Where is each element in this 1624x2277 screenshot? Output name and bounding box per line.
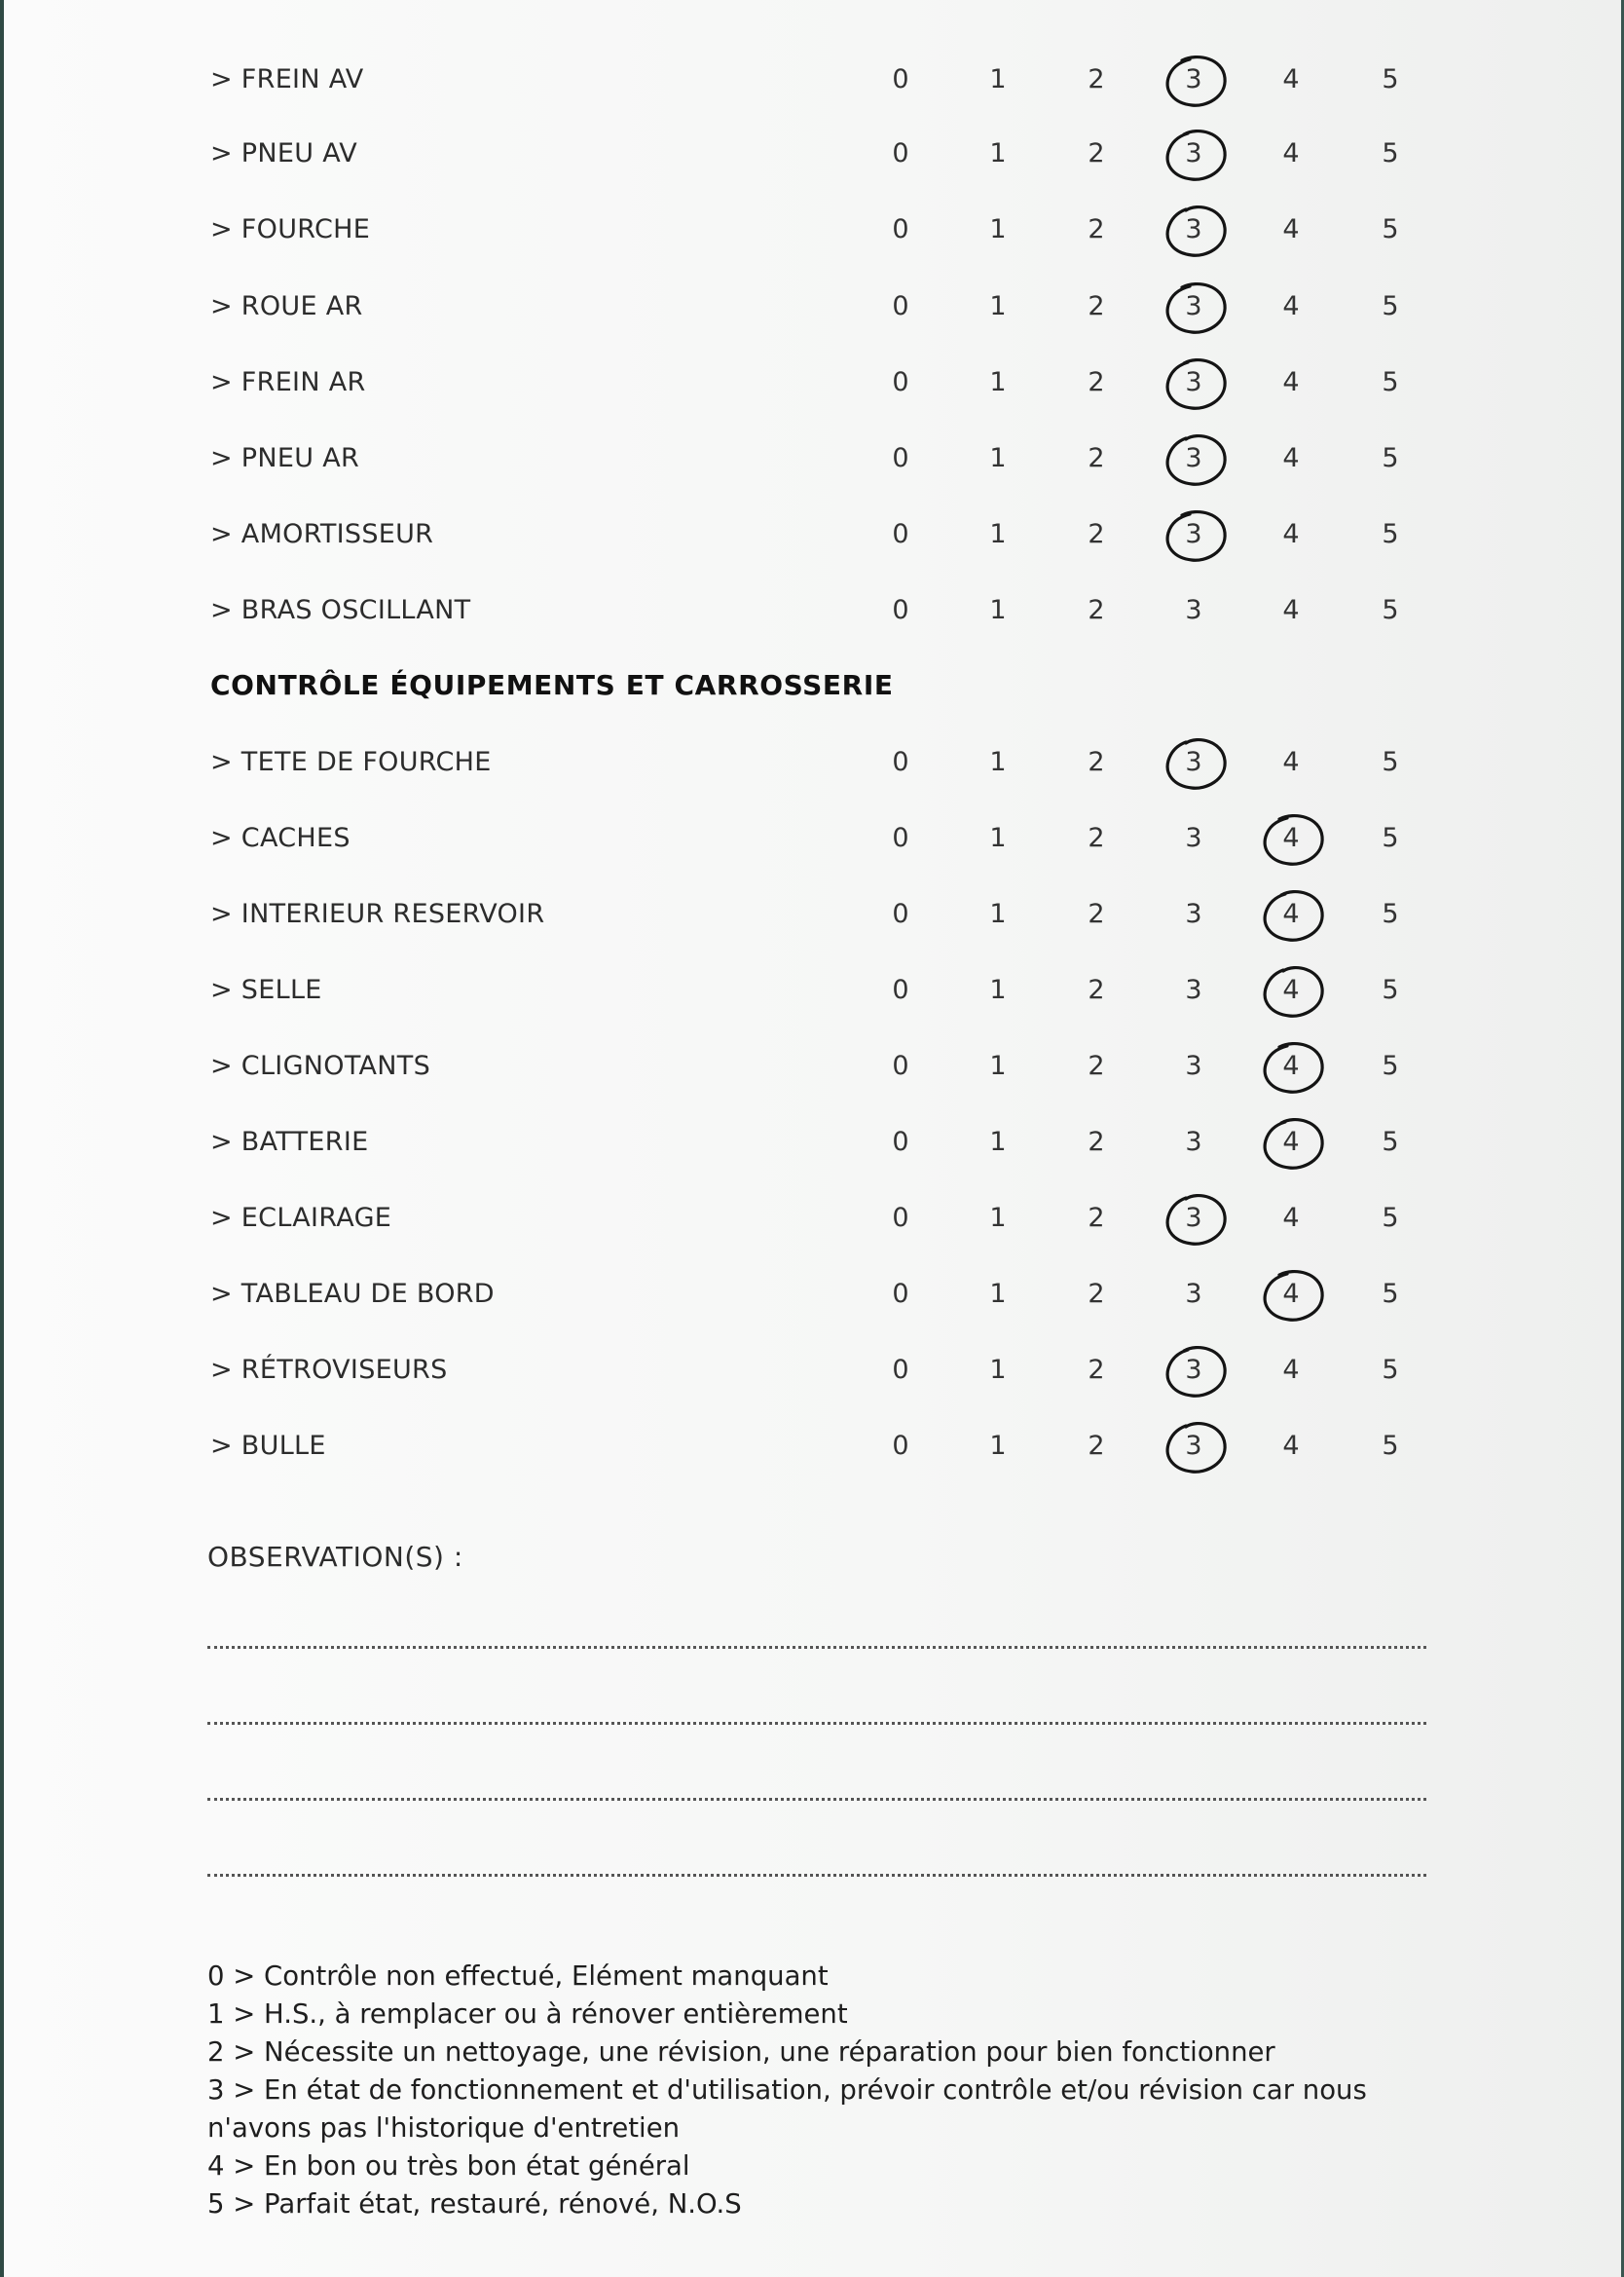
row-label: > BRAS OSCILLANT: [210, 595, 471, 625]
score-option: 0: [892, 64, 909, 94]
score-option: 4: [1262, 1256, 1320, 1332]
observation-line: [207, 1874, 1426, 1877]
score-option: 0: [892, 975, 909, 1005]
score-option: 5: [1382, 1279, 1399, 1309]
score-option: 5: [1382, 595, 1399, 625]
score-option: 0: [892, 214, 909, 244]
row-label: > BULLE: [210, 1431, 326, 1461]
score-option: 5: [1382, 823, 1399, 853]
score-option: 1: [989, 64, 1007, 94]
rating-row-clignotants: [0, 1028, 1624, 1104]
observation-line: [207, 1798, 1426, 1801]
score-option: 2: [1088, 823, 1105, 853]
section-heading: CONTRÔLE ÉQUIPEMENTS ET CARROSSERIE: [210, 669, 894, 701]
score-option: 4: [1262, 952, 1320, 1028]
row-label: > FOURCHE: [210, 214, 371, 244]
score-option: 0: [892, 899, 909, 929]
circle-stroke: [1265, 968, 1322, 1017]
score-option: 3: [1185, 595, 1202, 625]
score-option: 0: [892, 367, 909, 397]
score-option: 1: [989, 823, 1007, 853]
score-option: 0: [892, 1279, 909, 1309]
rating-row-bras-oscillant: [0, 573, 1624, 649]
legend-item: 5 > Parfait état, restauré, rénové, N.O.S: [207, 2188, 742, 2220]
section-title: [0, 648, 1624, 724]
score-option: 4: [1282, 747, 1300, 777]
score-option: 1: [989, 595, 1007, 625]
hand-drawn-circle-mark: [1258, 811, 1328, 868]
rating-row-interieur-reservoir: [0, 877, 1624, 952]
score-option: 3: [1164, 192, 1223, 268]
score-option: 4: [1282, 214, 1300, 244]
score-option: 5: [1382, 291, 1399, 321]
score-option: 3: [1185, 1051, 1202, 1081]
score-option: 0: [892, 1127, 909, 1157]
score-option: 4: [1282, 519, 1300, 549]
score-option: 1: [989, 138, 1007, 168]
score-option: 5: [1382, 1203, 1399, 1233]
rating-row-frein-av: [0, 42, 1624, 118]
score-option: 1: [989, 1279, 1007, 1309]
score-option: 0: [892, 1431, 909, 1461]
legend-item: 1 > H.S., à remplacer ou à rénover entièrement: [207, 1998, 848, 2030]
score-option: 3: [1185, 823, 1202, 853]
score-option: 5: [1382, 138, 1399, 168]
score-option: 1: [989, 214, 1007, 244]
score-option: 2: [1088, 595, 1105, 625]
score-option: 4: [1282, 291, 1300, 321]
score-option: 2: [1088, 443, 1105, 473]
row-label: > BATTERIE: [210, 1127, 369, 1157]
rating-row-selle: [0, 952, 1624, 1028]
observation-line: [207, 1646, 1426, 1649]
score-option: 1: [989, 291, 1007, 321]
circle-stroke: [1167, 740, 1225, 789]
score-option: 1: [989, 443, 1007, 473]
score-option: 0: [892, 519, 909, 549]
score-option: 0: [892, 443, 909, 473]
row-label: > ROUE AR: [210, 291, 363, 321]
score-option: 3: [1164, 269, 1223, 345]
hand-drawn-circle-mark: [1258, 963, 1328, 1020]
score-option: 4: [1262, 801, 1320, 877]
score-option: 3: [1164, 116, 1223, 192]
score-option: 3: [1164, 497, 1223, 573]
rating-row-caches: [0, 801, 1624, 877]
score-option: 4: [1282, 595, 1300, 625]
circle-stroke: [1167, 436, 1225, 485]
row-label: > CLIGNOTANTS: [210, 1051, 431, 1081]
score-option: 3: [1185, 1279, 1202, 1309]
row-label: > CACHES: [210, 823, 351, 853]
score-option: 1: [989, 1431, 1007, 1461]
score-option: 3: [1164, 725, 1223, 801]
hand-drawn-circle-mark: [1258, 1267, 1328, 1324]
score-option: 2: [1088, 747, 1105, 777]
row-label: > PNEU AV: [210, 138, 358, 168]
rating-row-tete-de-fourche: [0, 725, 1624, 801]
rating-row-batterie: [0, 1104, 1624, 1180]
score-option: 5: [1382, 519, 1399, 549]
score-option: 1: [989, 519, 1007, 549]
score-option: 0: [892, 1355, 909, 1385]
hand-drawn-circle-mark: [1161, 1343, 1231, 1400]
hand-drawn-circle-mark: [1258, 887, 1328, 944]
circle-stroke: [1167, 1196, 1225, 1245]
score-option: 0: [892, 823, 909, 853]
hand-drawn-circle-mark: [1161, 280, 1231, 336]
rating-row-fourche: [0, 192, 1624, 268]
score-option: 5: [1382, 64, 1399, 94]
score-option: 2: [1088, 367, 1105, 397]
score-option: 2: [1088, 1431, 1105, 1461]
score-option: 5: [1382, 367, 1399, 397]
circle-stroke: [1265, 1120, 1322, 1169]
score-option: 2: [1088, 1203, 1105, 1233]
hand-drawn-circle-mark: [1258, 1039, 1328, 1096]
score-option: 4: [1282, 1203, 1300, 1233]
score-option: 2: [1088, 975, 1105, 1005]
score-option: 2: [1088, 64, 1105, 94]
score-option: 2: [1088, 138, 1105, 168]
hand-drawn-circle-mark: [1161, 203, 1231, 259]
score-option: 5: [1382, 975, 1399, 1005]
row-label: > PNEU AR: [210, 443, 360, 473]
score-option: 4: [1282, 1431, 1300, 1461]
score-option: 0: [892, 747, 909, 777]
legend-item: 4 > En bon ou très bon état général: [207, 2150, 690, 2182]
score-option: 0: [892, 291, 909, 321]
score-option: 3: [1164, 421, 1223, 497]
observation-label: OBSERVATION(S) :: [207, 1541, 463, 1573]
rating-row-tableau-de-bord: [0, 1256, 1624, 1332]
row-label: > RÉTROVISEURS: [210, 1355, 448, 1385]
legend-item: 2 > Nécessite un nettoyage, une révision, une réparation pour bien fonctionner: [207, 2036, 1275, 2068]
rating-row-eclairage: [0, 1180, 1624, 1256]
score-option: 0: [892, 1203, 909, 1233]
score-option: 2: [1088, 1355, 1105, 1385]
score-option: 2: [1088, 519, 1105, 549]
score-option: 1: [989, 899, 1007, 929]
hand-drawn-circle-mark: [1161, 431, 1231, 488]
row-label: > INTERIEUR RESERVOIR: [210, 899, 545, 929]
circle-stroke: [1167, 57, 1225, 106]
row-label: > FREIN AV: [210, 64, 364, 94]
score-option: 3: [1185, 1127, 1202, 1157]
score-option: 5: [1382, 214, 1399, 244]
row-label: > ECLAIRAGE: [210, 1203, 392, 1233]
score-option: 3: [1164, 1180, 1223, 1256]
score-option: 1: [989, 1127, 1007, 1157]
score-option: 3: [1164, 1408, 1223, 1484]
circle-stroke: [1265, 816, 1322, 865]
score-option: 3: [1164, 42, 1223, 118]
circle-stroke: [1167, 1348, 1225, 1397]
circle-stroke: [1167, 131, 1225, 180]
row-label: > TABLEAU DE BORD: [210, 1279, 495, 1309]
score-option: 4: [1282, 64, 1300, 94]
hand-drawn-circle-mark: [1161, 53, 1231, 109]
score-option: 2: [1088, 291, 1105, 321]
circle-stroke: [1167, 1424, 1225, 1473]
circle-stroke: [1265, 1044, 1322, 1093]
score-option: 4: [1282, 443, 1300, 473]
legend-item: 0 > Contrôle non effectué, Elément manquant: [207, 1960, 829, 1992]
score-option: 5: [1382, 1355, 1399, 1385]
row-label: > AMORTISSEUR: [210, 519, 434, 549]
circle-stroke: [1167, 284, 1225, 333]
score-option: 1: [989, 1355, 1007, 1385]
rating-row-bulle: [0, 1408, 1624, 1484]
score-option: 3: [1185, 899, 1202, 929]
score-legend: [207, 1958, 1434, 2223]
legend-item: 3 > En état de fonctionnement et d'utilisation, prévoir contrôle et/ou révision car nous n'avons pas l'historique d'entretien: [207, 2074, 1367, 2144]
rating-row-amortisseur: [0, 497, 1624, 573]
row-label: > SELLE: [210, 975, 322, 1005]
score-option: 0: [892, 138, 909, 168]
score-option: 1: [989, 975, 1007, 1005]
score-option: 3: [1185, 975, 1202, 1005]
score-option: 2: [1088, 1051, 1105, 1081]
observation-line: [207, 1722, 1426, 1725]
score-option: 4: [1282, 1355, 1300, 1385]
rating-row-roue-ar: [0, 269, 1624, 345]
hand-drawn-circle-mark: [1161, 1419, 1231, 1475]
score-option: 5: [1382, 747, 1399, 777]
hand-drawn-circle-mark: [1258, 1115, 1328, 1172]
score-option: 5: [1382, 1431, 1399, 1461]
rating-row-retroviseurs: [0, 1332, 1624, 1408]
score-option: 3: [1164, 345, 1223, 421]
score-option: 1: [989, 367, 1007, 397]
hand-drawn-circle-mark: [1161, 735, 1231, 792]
score-option: 2: [1088, 214, 1105, 244]
score-option: 1: [989, 1203, 1007, 1233]
rating-row-pneu-ar: [0, 421, 1624, 497]
score-option: 5: [1382, 899, 1399, 929]
hand-drawn-circle-mark: [1161, 1191, 1231, 1248]
score-option: 0: [892, 1051, 909, 1081]
score-option: 5: [1382, 1127, 1399, 1157]
score-option: 2: [1088, 1279, 1105, 1309]
score-option: 4: [1262, 1104, 1320, 1180]
rating-row-frein-ar: [0, 345, 1624, 421]
circle-stroke: [1167, 207, 1225, 256]
hand-drawn-circle-mark: [1161, 507, 1231, 564]
circle-stroke: [1265, 1272, 1322, 1321]
hand-drawn-circle-mark: [1161, 355, 1231, 412]
circle-stroke: [1167, 360, 1225, 409]
row-label: > FREIN AR: [210, 367, 366, 397]
row-label: > TETE DE FOURCHE: [210, 747, 492, 777]
score-option: 3: [1164, 1332, 1223, 1408]
score-option: 4: [1262, 1028, 1320, 1104]
score-option: 2: [1088, 1127, 1105, 1157]
circle-stroke: [1167, 512, 1225, 561]
score-option: 4: [1262, 877, 1320, 952]
score-option: 4: [1282, 138, 1300, 168]
score-option: 2: [1088, 899, 1105, 929]
score-option: 1: [989, 1051, 1007, 1081]
circle-stroke: [1265, 892, 1322, 941]
score-option: 5: [1382, 1051, 1399, 1081]
score-option: 5: [1382, 443, 1399, 473]
score-option: 4: [1282, 367, 1300, 397]
score-option: 0: [892, 595, 909, 625]
hand-drawn-circle-mark: [1161, 127, 1231, 183]
rating-row-pneu-av: [0, 116, 1624, 192]
score-option: 1: [989, 747, 1007, 777]
